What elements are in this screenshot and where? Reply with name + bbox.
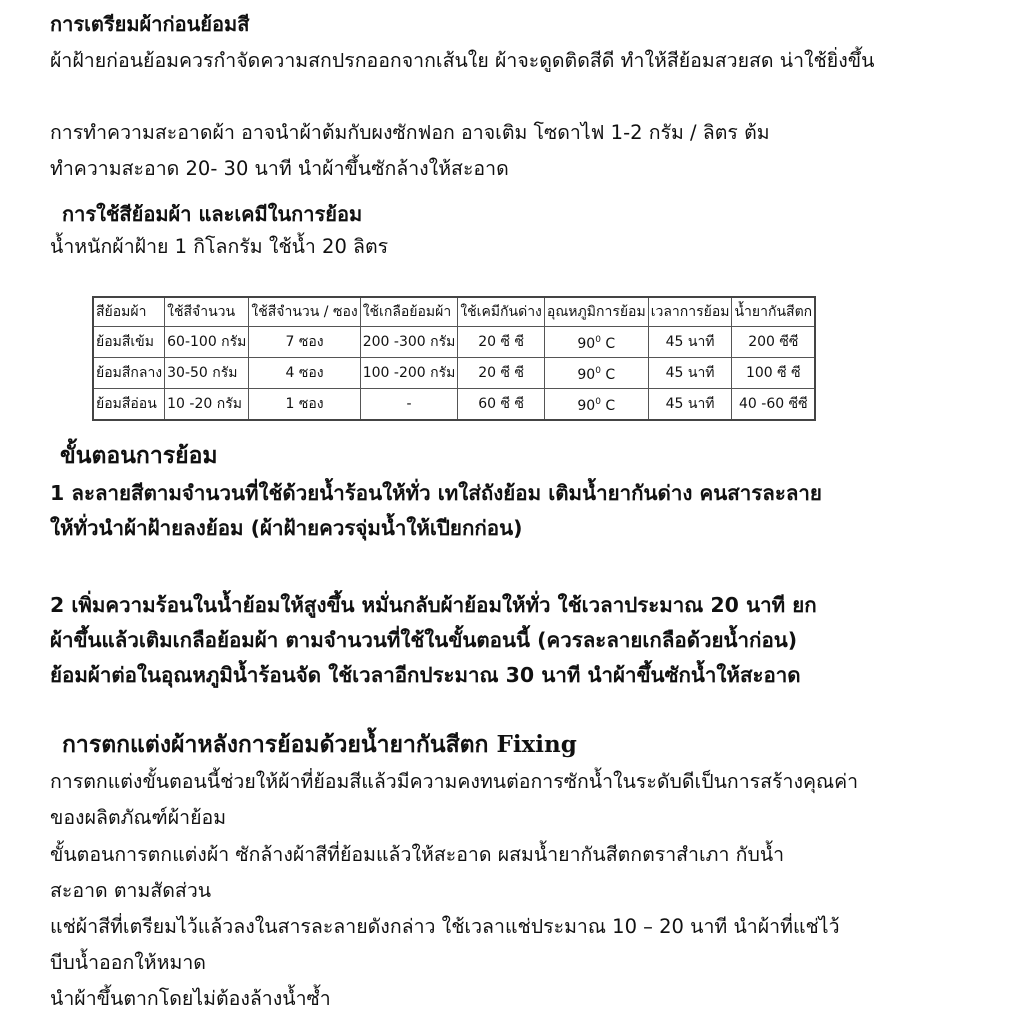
step-1-line-2: ให้ทั่วนำผ้าฝ้ายลงย้อม (ผ้าฝ้ายควรจุ่มน้ำให้เปียกก่อน) <box>50 516 523 540</box>
table-header: ใช้เกลือย้อมผ้า <box>360 297 458 327</box>
steps-title: ขั้นตอนการย้อม <box>60 443 218 469</box>
table-cell-time: 45 นาที <box>648 327 732 358</box>
fixing-line-7: นำผ้าขึ้นตากโดยไม่ต้องล้างน้ำซ้ำ <box>50 987 331 1010</box>
table-cell-grams: 60-100 กรัม <box>165 327 249 358</box>
fixing-line-1: การตกแต่งขั้นตอนนี้ช่วยให้ผ้าที่ย้อมสีแล้วมีความคงทนต่อการซักน้ำในระดับดีเป็นการสร้างคุณค่า <box>50 770 859 793</box>
table-header: เวลาการย้อม <box>648 297 732 327</box>
table-cell-salt: 200 -300 กรัม <box>360 327 458 358</box>
step-2-line-2: ผ้าขึ้นแล้วเติมเกลือย้อมผ้า ตามจำนวนที่ใช้ในขั้นตอนนี้ (ควรละลายเกลือด้วยน้ำก่อน) <box>50 628 798 652</box>
fixing-title <box>62 727 577 763</box>
table-cell-temp <box>544 327 648 358</box>
table-header: ใช้เคมีกันด่าง <box>458 297 545 327</box>
table-cell-shade: ย้อมสีกลาง <box>93 358 165 389</box>
temp-value: 90 <box>577 398 596 414</box>
table-cell-shade: ย้อมสีอ่อน <box>93 389 165 421</box>
table-header: ใช้สีจำนวน <box>165 297 249 327</box>
prep-paragraph-1: ผ้าฝ้ายก่อนย้อมควรกำจัดความสกปรกออกจากเส้นใย ผ้าจะดูดติดสีดี ทำให้สีย้อมสวยสด น่าใช้ยิ่งขึ้น <box>50 49 875 72</box>
table-cell-chem: 60 ซี ซี <box>458 389 545 421</box>
table-cell-fix: 100 ซี ซี <box>732 358 815 389</box>
fixing-line-6: บีบน้ำออกให้หมาด <box>50 951 206 974</box>
step-2-line-3: ย้อมผ้าต่อในอุณหภูมิน้ำร้อนจัด ใช้เวลาอีกประมาณ 30 นาที นำผ้าขึ้นซักน้ำให้สะอาด <box>50 663 801 687</box>
step-1-line-1: 1 ละลายสีตามจำนวนที่ใช้ด้วยน้ำร้อนให้ทั่ว เทใส่ถังย้อม เติมน้ำยากันด่าง คนสารละลาย <box>50 481 822 505</box>
temp-value: 90 <box>577 367 596 383</box>
table-cell-grams: 30-50 กรัม <box>165 358 249 389</box>
table-cell-fix: 40 -60 ซีซี <box>732 389 815 421</box>
fixing-title-english: Fixing <box>496 731 577 758</box>
table-header: น้ำยากันสีตก <box>732 297 815 327</box>
table-row <box>93 358 815 389</box>
table-cell-packs: 4 ซอง <box>249 358 360 389</box>
temp-unit: C <box>600 398 616 414</box>
fixing-line-2: ของผลิตภัณฑ์ผ้าย้อม <box>50 806 227 829</box>
prep-title: การเตรียมผ้าก่อนย้อมสี <box>50 12 250 36</box>
fixing-line-4: สะอาด ตามสัดส่วน <box>50 879 212 902</box>
table-cell-chem: 20 ซี ซี <box>458 358 545 389</box>
table-header: สีย้อมผ้า <box>93 297 165 327</box>
prep-paragraph-2-line-1: การทำความสะอาดผ้า อาจนำผ้าต้มกับผงซักฟอก อาจเติม โซดาไฟ 1-2 กรัม / ลิตร ต้ม <box>50 121 770 144</box>
temp-degree: 0 <box>595 335 601 345</box>
table-cell-grams: 10 -20 กรัม <box>165 389 249 421</box>
fixing-line-5: แช่ผ้าสีที่เตรียมไว้แล้วลงในสารละลายดังกล่าว ใช้เวลาแช่ประมาณ 10 – 20 นาที นำผ้าที่แช่ไว้ <box>50 915 840 938</box>
prep-paragraph-2-line-2: ทำความสะอาด 20- 30 นาที นำผ้าขึ้นซักล้างให้สะอาด <box>50 157 509 180</box>
table-cell-fix: 200 ซีซี <box>732 327 815 358</box>
table-cell-temp <box>544 358 648 389</box>
table-cell-salt: 100 -200 กรัม <box>360 358 458 389</box>
table-cell-packs: 7 ซอง <box>249 327 360 358</box>
fixing-title-thai: การตกแต่งผ้าหลังการย้อมด้วยน้ำยากันสีตก <box>62 732 497 758</box>
table-row <box>93 389 815 421</box>
table-row <box>93 327 815 358</box>
temp-degree: 0 <box>595 366 601 376</box>
fixing-line-3: ขั้นตอนการตกแต่งผ้า ซักล้างผ้าสีที่ย้อมแล้วให้สะอาด ผสมน้ำยากันสีตกตราสำเภา กับน้ำ <box>50 843 785 866</box>
table-cell-time: 45 นาที <box>648 358 732 389</box>
dye-usage-title: การใช้สีย้อมผ้า และเคมีในการย้อม <box>62 202 363 226</box>
dye-usage-ratio: น้ำหนักผ้าฝ้าย 1 กิโลกรัม ใช้น้ำ 20 ลิตร <box>50 235 389 258</box>
table-cell-packs: 1 ซอง <box>249 389 360 421</box>
dye-table <box>92 296 816 421</box>
table-cell-time: 45 นาที <box>648 389 732 421</box>
table-cell-chem: 20 ซี ซี <box>458 327 545 358</box>
table-cell-salt: - <box>360 389 458 421</box>
temp-unit: C <box>600 367 616 383</box>
table-header-row <box>93 297 815 327</box>
table-header: ใช้สีจำนวน / ซอง <box>249 297 360 327</box>
temp-degree: 0 <box>595 397 601 407</box>
step-2-line-1: 2 เพิ่มความร้อนในน้ำย้อมให้สูงขึ้น หมั่นกลับผ้าย้อมให้ทั่ว ใช้เวลาประมาณ 20 นาที ยก <box>50 593 817 617</box>
table-cell-temp <box>544 389 648 421</box>
table-header: อุณหภูมิการย้อม <box>544 297 648 327</box>
temp-unit: C <box>600 336 616 352</box>
temp-value: 90 <box>577 336 596 352</box>
table-cell-shade: ย้อมสีเข้ม <box>93 327 165 358</box>
